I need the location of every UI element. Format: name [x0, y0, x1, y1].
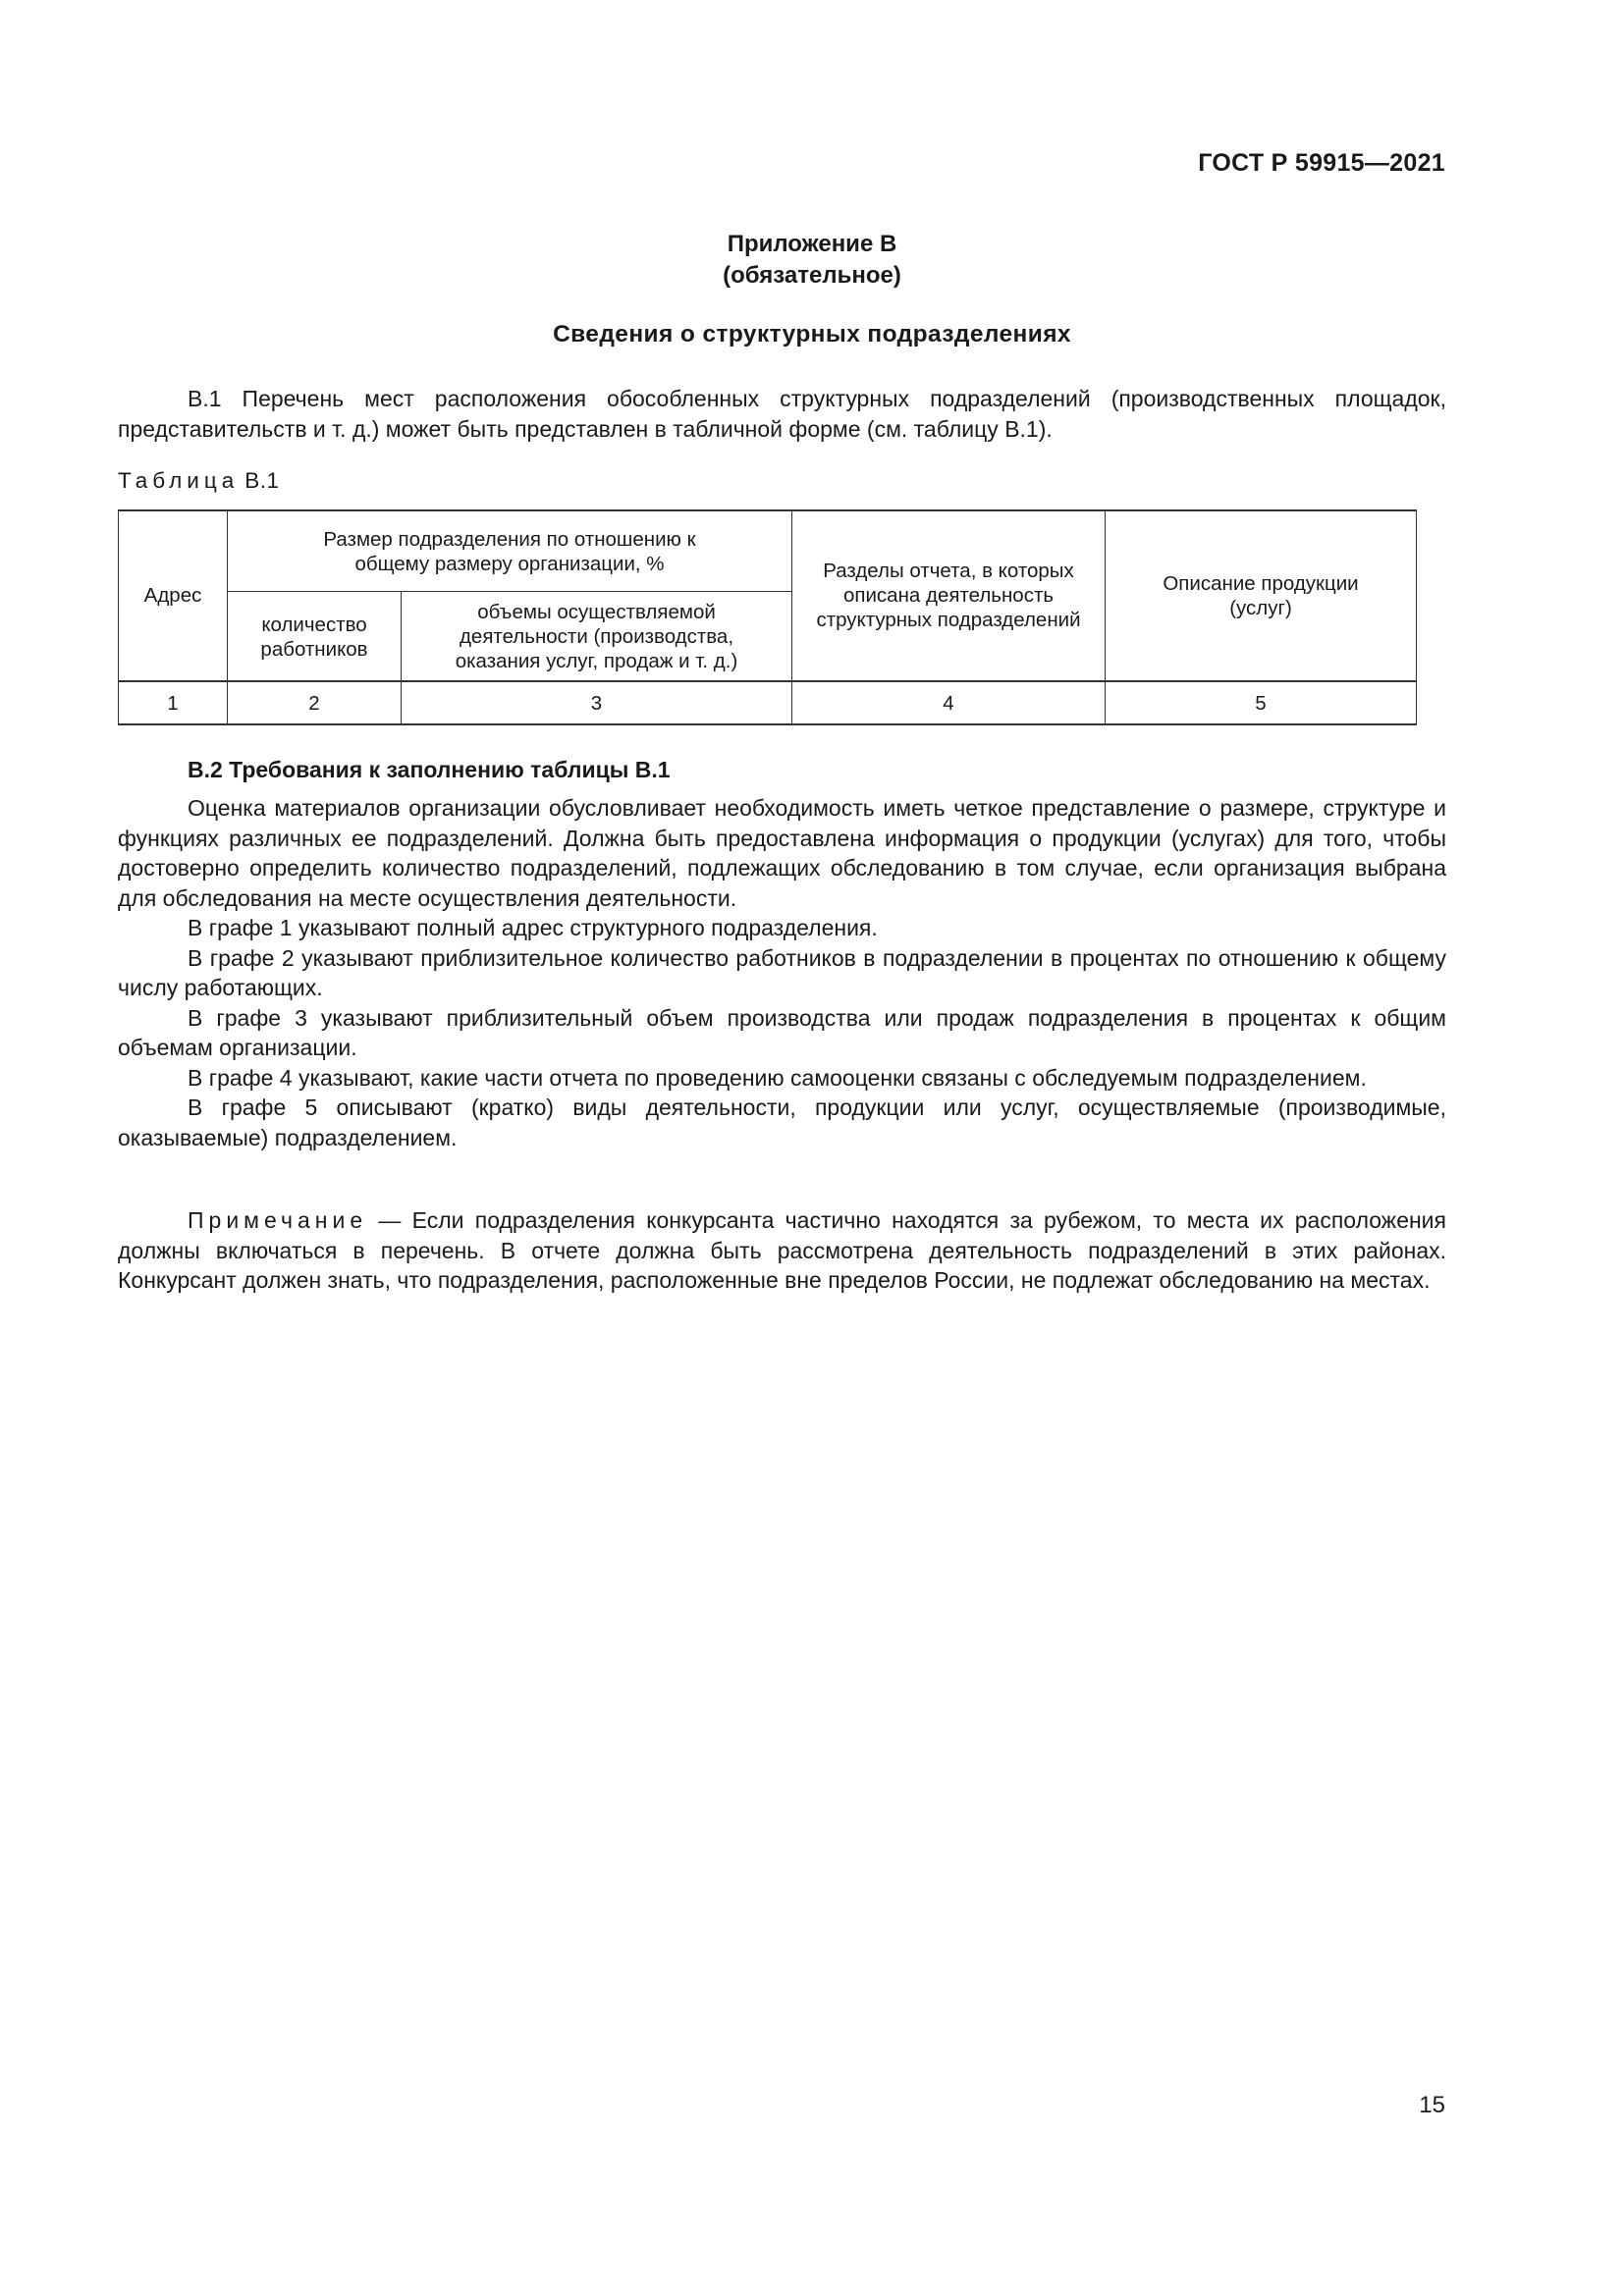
section-b2	[118, 793, 1446, 1152]
table-caption-word: Таблица	[118, 468, 240, 493]
appendix-title: Сведения о структурных подразделениях	[553, 321, 1071, 347]
section-b2-heading: В.2 Требования к заполнению таблицы В.1	[188, 757, 671, 782]
header-address: Адрес	[143, 584, 202, 607]
section-b2-paragraph: В графе 4 указывают, какие части отчета по проведению самооценки связаны с обследуемым подразделением.	[188, 1064, 1367, 1091]
column-number-3: 3	[590, 691, 603, 715]
table-caption-number: В.1	[244, 468, 280, 493]
column-number-4: 4	[943, 691, 954, 715]
header-products: Описание продукции (услуг)	[1163, 571, 1359, 619]
table-border-bottom	[118, 723, 1417, 725]
note-paragraph	[118, 1205, 1446, 1296]
section-b1-text: В.1 Перечень мест расположения обособленных структурных подразделений (производственных площадок, представительств и т. д.) может быть представлен в табличной форме (см. таблицу В.1).	[118, 386, 1446, 442]
table-border-right	[1416, 509, 1417, 725]
table-b1	[118, 509, 1417, 725]
column-number-2: 2	[308, 691, 320, 715]
note-text: — Если подразделения конкурсанта частично находятся за рубежом, то места их расположения должны включаться в перечень. В отчете должна быть рассмотрена деятельность подразделений в этих районах. Конкурсант должен знать, что подразделения, расположенные вне пределов России, не подлежат обследованию на местах.	[118, 1207, 1446, 1293]
table-caption	[118, 468, 280, 494]
header-size-group: Размер подразделения по отношению к общему размеру организации, %	[323, 528, 696, 575]
header-employees: количество работников	[260, 613, 368, 661]
appendix-label: Приложение В	[727, 231, 897, 257]
appendix-heading	[0, 229, 1624, 292]
section-b2-paragraph: В графе 2 указывают приблизительное количество работников в подразделении в процентах по отношению к общему числу работающих.	[118, 944, 1446, 1000]
header-volumes: объемы осуществляемой деятельности (производства, оказания услуг, продаж и т. д.)	[455, 601, 738, 672]
section-b2-paragraph: Оценка материалов организации обусловливает необходимость иметь четкое представление о размере, структуре и функциях различных ее подразделений. Должна быть предоставлена информация о продукции (услугах) для того, чтобы достоверно определить количество подразделений, подлежащих обследованию в том случае, если организация выбрана для обследования на месте осуществления деятельности.	[118, 795, 1446, 911]
section-b2-paragraph: В графе 5 описывают (кратко) виды деятельности, продукции или услуг, осуществляемые (производимые, оказываемые) подразделением.	[118, 1095, 1446, 1150]
note-label: Примечание	[188, 1207, 368, 1233]
note	[118, 1205, 1446, 1296]
section-b2-paragraph: В графе 1 указывают полный адрес структурного подразделения.	[188, 915, 878, 940]
document-code: ГОСТ Р 59915—2021	[1198, 149, 1445, 177]
appendix-status: (обязательное)	[723, 262, 901, 289]
header-report-sections: Разделы отчета, в которых описана деятельность структурных подразделений	[816, 560, 1081, 631]
column-number-1: 1	[167, 691, 179, 715]
section-b1	[118, 384, 1446, 444]
section-b2-paragraph: В графе 3 указывают приблизительный объем производства или продаж подразделения в процентах к общим объемам организации.	[118, 1004, 1446, 1060]
page-number: 15	[1419, 2092, 1445, 2118]
column-number-5: 5	[1255, 691, 1267, 715]
